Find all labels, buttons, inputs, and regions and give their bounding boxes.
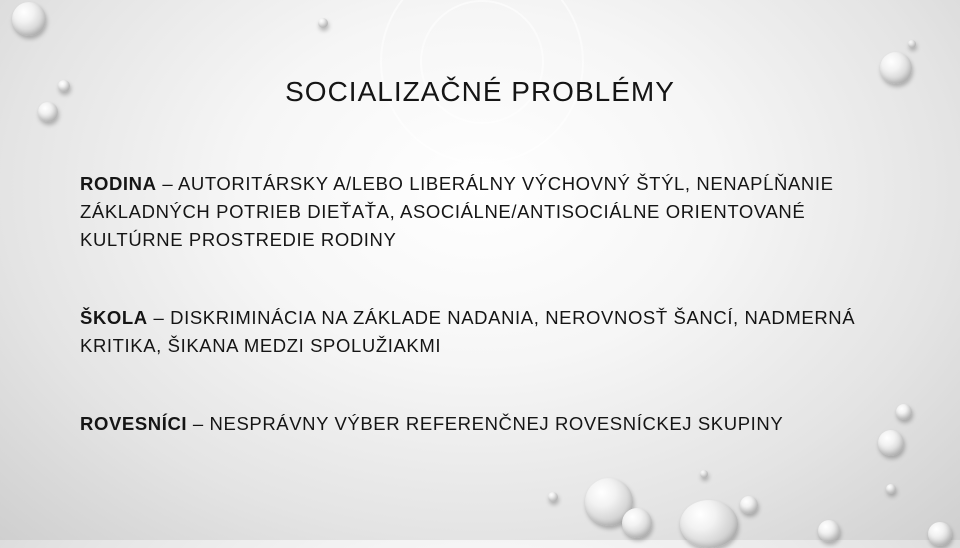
water-drop: [680, 500, 738, 548]
water-drop: [928, 522, 952, 546]
water-drop: [740, 496, 758, 514]
water-drop: [12, 2, 46, 36]
paragraph-heading: ROVESNÍCI: [80, 413, 188, 434]
slide-title: SOCIALIZAČNÉ PROBLÉMY: [285, 76, 675, 107]
water-drop: [548, 492, 558, 502]
separator: –: [187, 413, 210, 434]
paragraph-text: AUTORITÁRSKY A/LEBO LIBERÁLNY VÝCHOVNÝ ŠTÝL, NENAPĹŇANIE ZÁKLADNÝCH POTRIEB DIEŤAŤA, ASOCIÁLNE/ANTISOCIÁLNE ORIENTOVANÉ KULTÚRNE PROSTREDIE RODINY: [80, 173, 834, 250]
water-drop: [818, 520, 840, 542]
water-drop: [908, 40, 916, 48]
water-drop: [700, 470, 708, 478]
paragraph-heading: RODINA: [80, 173, 157, 194]
water-drop: [318, 18, 328, 28]
paragraph-text: DISKRIMINÁCIA NA ZÁKLADE NADANIA, NEROVNOSŤ ŠANCÍ, NADMERNÁ KRITIKA, ŠIKANA MEDZI SPOLUŽIAKMI: [80, 307, 856, 356]
paragraph-text: NESPRÁVNY VÝBER REFERENČNEJ ROVESNÍCKEJ SKUPINY: [209, 413, 784, 434]
separator: –: [156, 173, 178, 194]
separator: –: [147, 307, 171, 328]
water-drop: [622, 508, 652, 538]
paragraph-skola: [80, 304, 900, 360]
paragraph-rodina: [80, 170, 900, 254]
paragraph-heading: ŠKOLA: [80, 307, 148, 328]
water-drop: [886, 484, 896, 494]
paragraph-rovesnici: [80, 410, 900, 438]
